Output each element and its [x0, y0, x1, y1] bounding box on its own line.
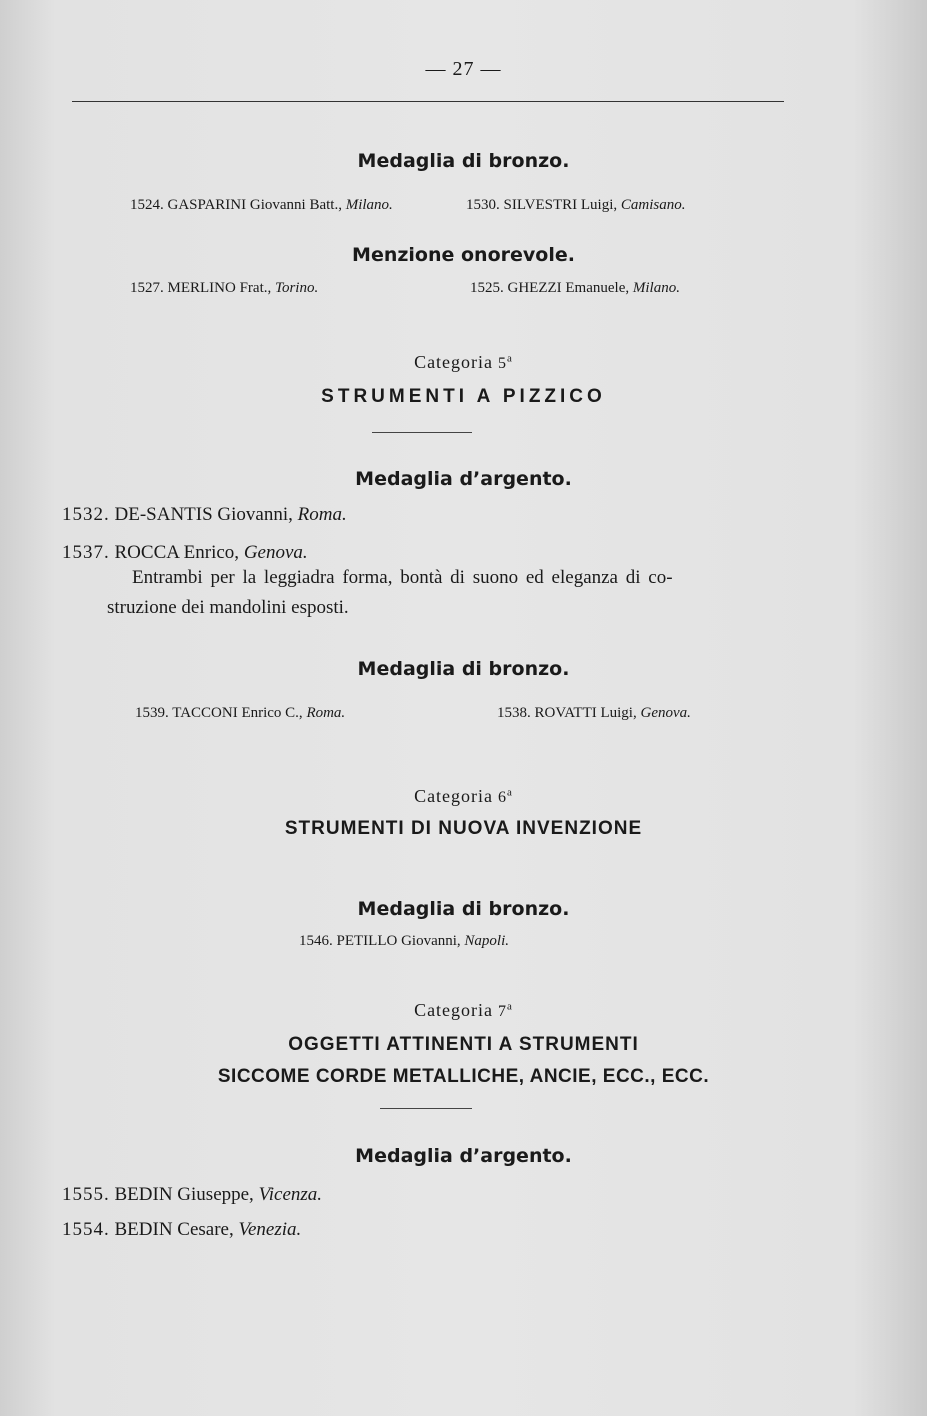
entry-name: BEDIN Cesare,	[114, 1219, 234, 1240]
section-heading: Medaglia di bronzo.	[357, 658, 570, 680]
section-heading: Medaglia d’argento.	[355, 468, 572, 490]
entry-name: SILVESTRI Luigi,	[503, 197, 618, 213]
entry-name: TACCONI Enrico C.,	[172, 705, 303, 721]
entry-city: Genova.	[640, 705, 691, 721]
entry-city: Torino.	[275, 280, 319, 296]
entry-name: GHEZZI Emanuele,	[507, 280, 630, 296]
divider	[372, 432, 472, 433]
category-title: SICCOME CORDE METALLICHE, ANCIE, ECC., ECC.	[217, 1066, 710, 1087]
entry-city: Camisano.	[620, 197, 686, 213]
entry-city: Napoli.	[464, 933, 509, 949]
entry-name: ROVATTI Luigi,	[534, 705, 637, 721]
entry-number: 1546.	[299, 933, 333, 949]
entry	[466, 197, 685, 214]
entry-number: 1555.	[62, 1184, 110, 1205]
category-label: Categoria 6$^a$	[414, 786, 513, 806]
category-title: STRUMENTI A PIZZICO	[321, 386, 606, 407]
entry-number: 1539.	[135, 705, 169, 721]
entry-name: DE-SANTIS Giovanni,	[114, 504, 293, 525]
entry-name: GASPARINI Giovanni Batt.,	[167, 197, 342, 213]
entry-city: Roma.	[306, 705, 346, 721]
category-title: STRUMENTI DI NUOVA INVENZIONE	[284, 818, 643, 839]
entry-number: 1524.	[130, 197, 164, 213]
entry-note: struzione dei mandolini esposti.	[107, 597, 349, 618]
page-number: — 27 —	[425, 58, 502, 80]
entry-name: PETILLO Giovanni,	[336, 933, 461, 949]
entry-city: Venezia.	[238, 1219, 302, 1240]
entry	[135, 705, 345, 722]
entry-number: 1554.	[62, 1219, 110, 1240]
section-heading: Medaglia di bronzo.	[357, 898, 570, 920]
entry	[62, 1184, 322, 1206]
entry-number: 1537.	[62, 542, 110, 563]
entry-city: Vicenza.	[258, 1184, 323, 1205]
entry-number: 1538.	[497, 705, 531, 721]
entry	[62, 542, 308, 564]
entry-city: Roma.	[297, 504, 347, 525]
entry	[470, 280, 680, 297]
entry-name: ROCCA Enrico,	[114, 542, 240, 563]
entry-number: 1525.	[470, 280, 504, 296]
entry	[299, 933, 509, 950]
entry-city: Milano.	[345, 197, 393, 213]
entry	[62, 1219, 301, 1241]
entry-city: Milano.	[632, 280, 680, 296]
section-heading: Medaglia d’argento.	[355, 1145, 572, 1167]
entry	[62, 504, 347, 526]
entry	[130, 197, 393, 214]
entry-number: 1530.	[466, 197, 500, 213]
entry-city: Genova.	[243, 542, 308, 563]
entry-note: Entrambi per la leggiadra forma, bontà di suono ed eleganza di co-	[132, 567, 673, 588]
entry-name: MERLINO Frat.,	[167, 280, 272, 296]
entry	[497, 705, 691, 722]
entry-number: 1532.	[62, 504, 110, 525]
section-heading: Menzione onorevole.	[352, 244, 575, 266]
category-label: Categoria 5$^a$	[414, 352, 513, 372]
entry-name: BEDIN Giuseppe,	[114, 1184, 254, 1205]
category-label: Categoria 7$^a$	[414, 1000, 513, 1020]
divider	[380, 1108, 472, 1109]
header-rule	[72, 101, 784, 102]
category-title: OGGETTI ATTINENTI A STRUMENTI	[288, 1034, 639, 1055]
section-heading: Medaglia di bronzo.	[357, 150, 570, 172]
entry-number: 1527.	[130, 280, 164, 296]
entry	[130, 280, 318, 297]
